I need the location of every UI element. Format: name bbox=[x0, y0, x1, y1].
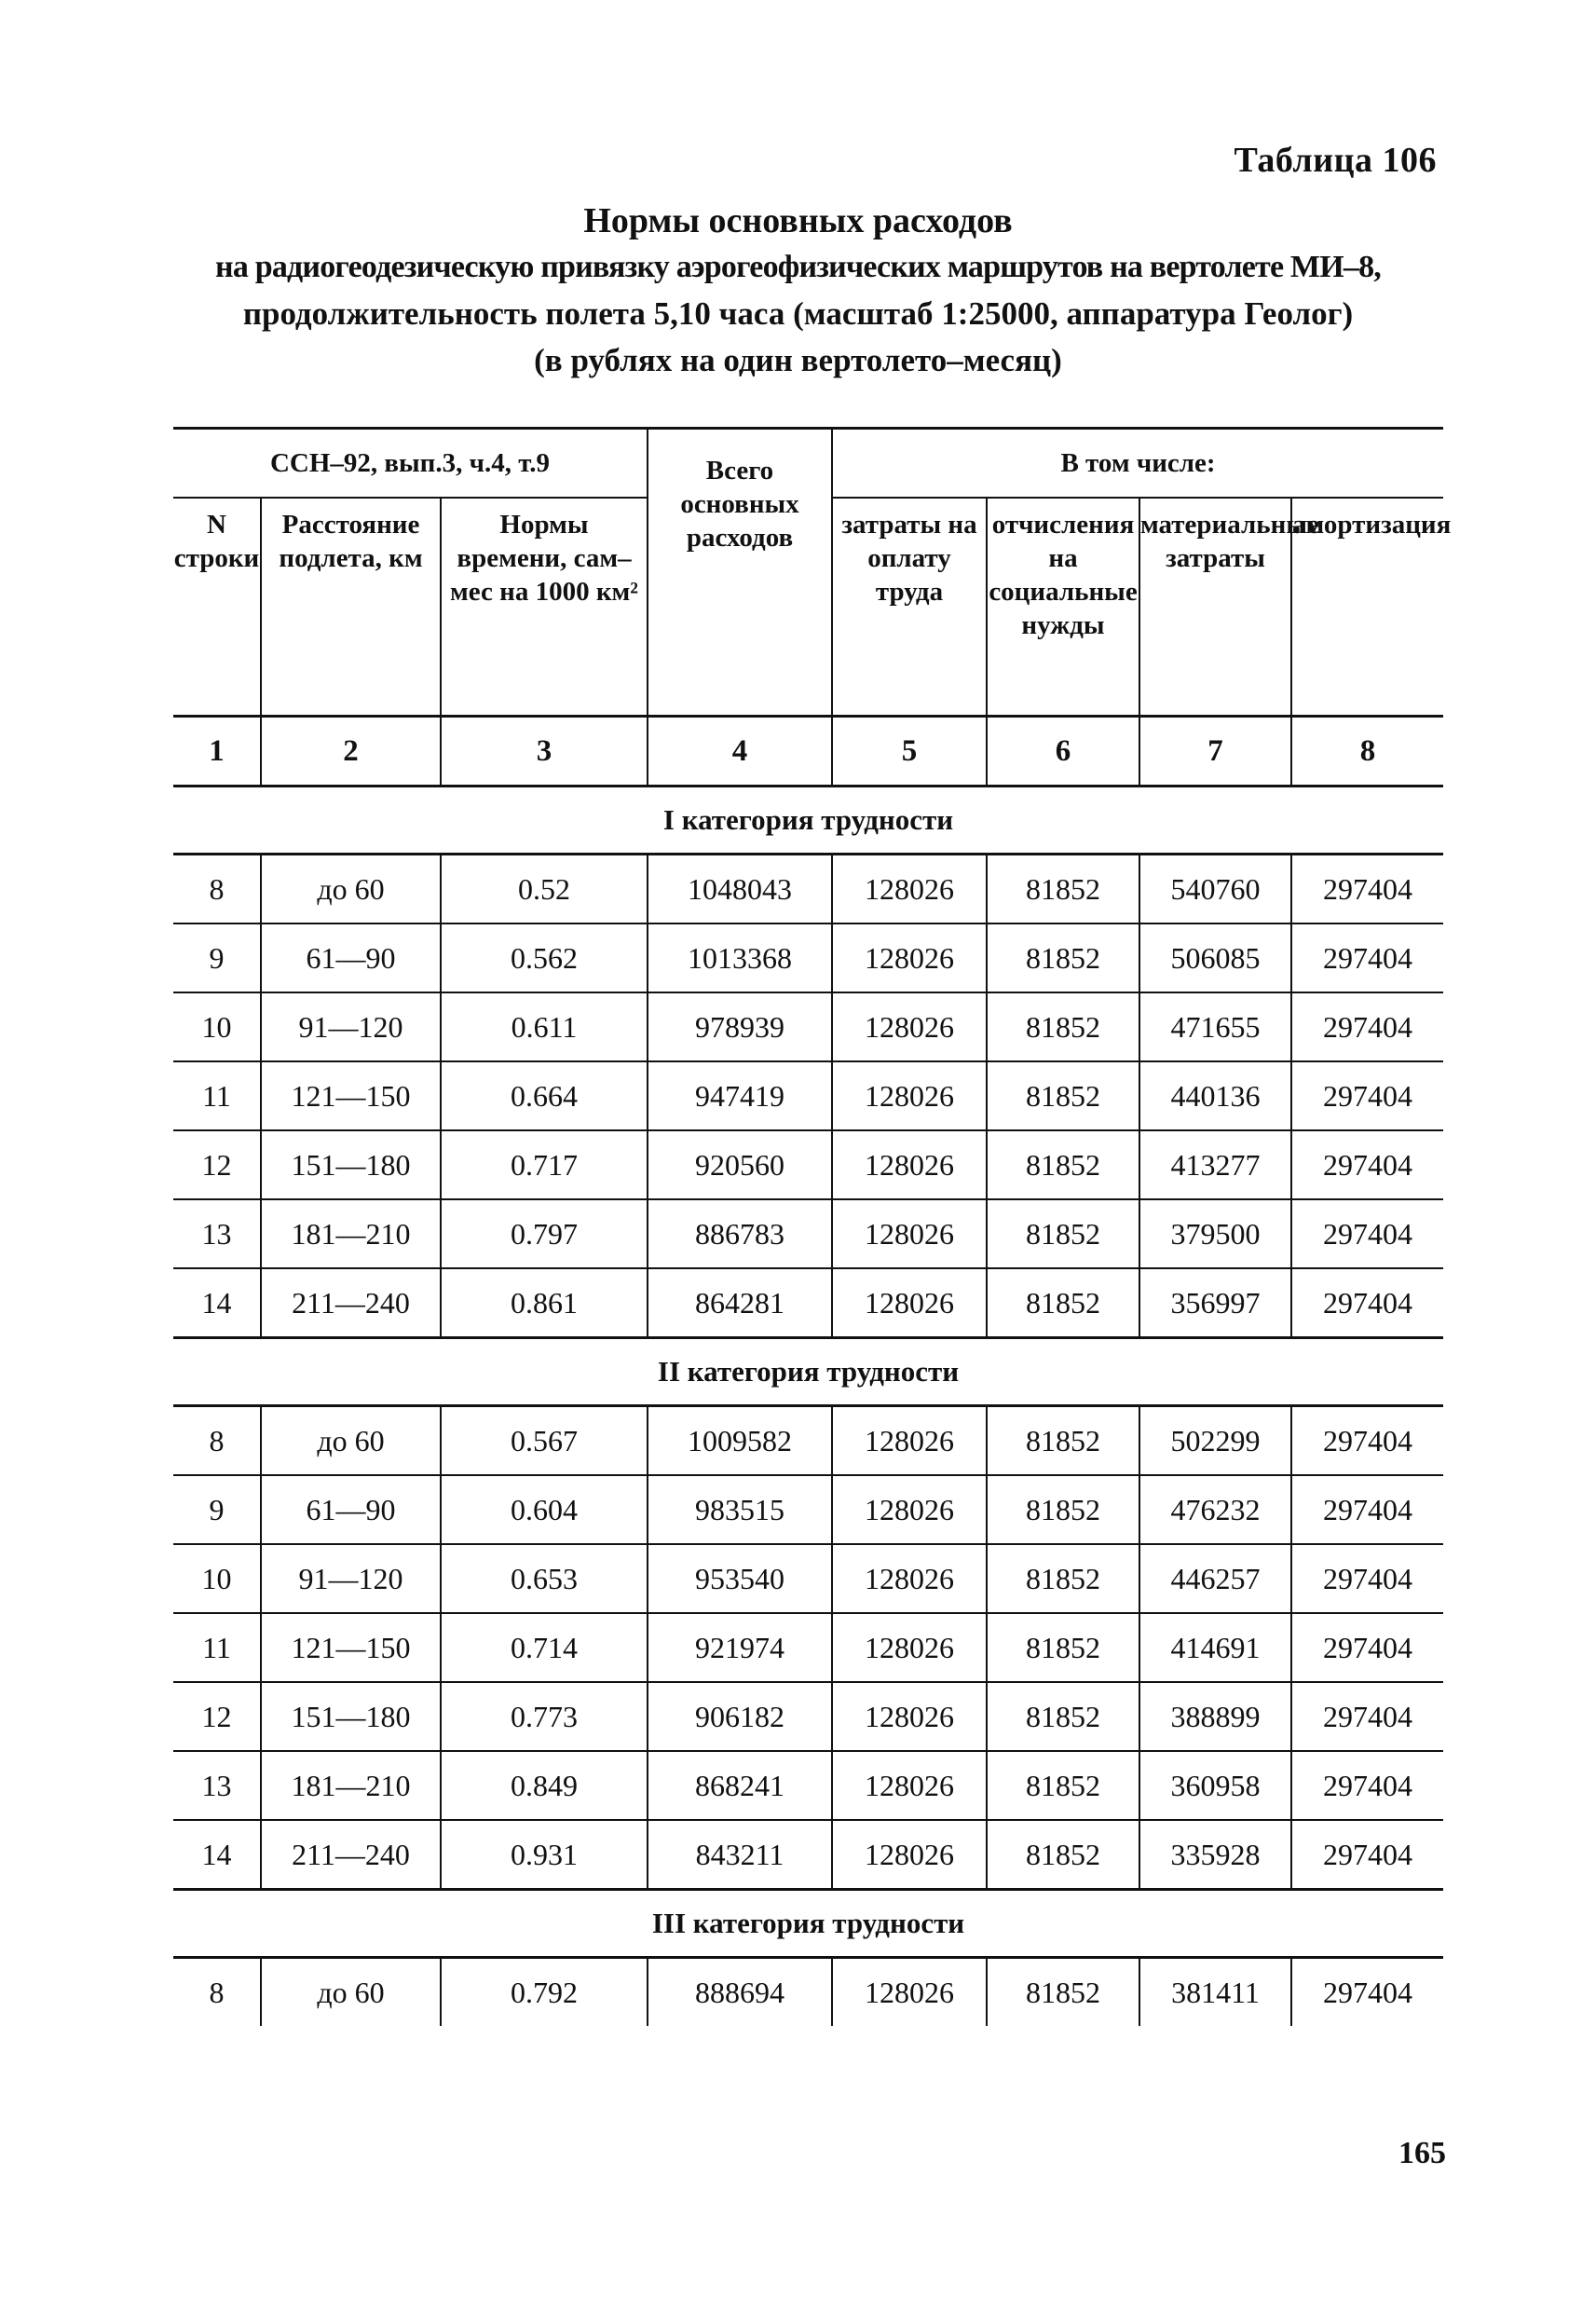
cell-total-costs: 920560 bbox=[648, 1130, 832, 1199]
cell-time-norm: 0.567 bbox=[441, 1406, 648, 1476]
cell-material-costs: 476232 bbox=[1139, 1475, 1291, 1544]
column-index: 5 bbox=[832, 717, 987, 787]
cell-total-costs: 1013368 bbox=[648, 923, 832, 992]
cell-depreciation: 297404 bbox=[1291, 1682, 1443, 1751]
table-row bbox=[173, 855, 1443, 924]
cell-depreciation: 297404 bbox=[1291, 1613, 1443, 1682]
cell-total-costs: 868241 bbox=[648, 1751, 832, 1820]
cell-row-number: 11 bbox=[173, 1613, 261, 1682]
table-row bbox=[173, 992, 1443, 1061]
table-row bbox=[173, 1682, 1443, 1751]
cell-distance: 91—120 bbox=[261, 992, 441, 1061]
table-row bbox=[173, 1406, 1443, 1476]
cell-distance: 181—210 bbox=[261, 1199, 441, 1268]
table-title bbox=[140, 198, 1456, 384]
cell-time-norm: 0.717 bbox=[441, 1130, 648, 1199]
cell-depreciation: 297404 bbox=[1291, 855, 1443, 924]
cell-total-costs: 947419 bbox=[648, 1061, 832, 1130]
cell-labor-costs: 128026 bbox=[832, 1682, 987, 1751]
cell-total-costs: 906182 bbox=[648, 1682, 832, 1751]
cell-labor-costs: 128026 bbox=[832, 1544, 987, 1613]
cell-material-costs: 414691 bbox=[1139, 1613, 1291, 1682]
cell-distance: 91—120 bbox=[261, 1544, 441, 1613]
cell-social-contributions: 81852 bbox=[987, 923, 1139, 992]
cell-row-number: 8 bbox=[173, 1406, 261, 1476]
cell-row-number: 8 bbox=[173, 1958, 261, 2027]
cell-social-contributions: 81852 bbox=[987, 1406, 1139, 1476]
cell-labor-costs: 128026 bbox=[832, 1130, 987, 1199]
cell-total-costs: 983515 bbox=[648, 1475, 832, 1544]
cell-material-costs: 388899 bbox=[1139, 1682, 1291, 1751]
cell-material-costs: 506085 bbox=[1139, 923, 1291, 992]
cell-distance: 61—90 bbox=[261, 923, 441, 992]
header-row-number: N строки bbox=[173, 498, 261, 717]
cell-row-number: 9 bbox=[173, 1475, 261, 1544]
cell-distance: 61—90 bbox=[261, 1475, 441, 1544]
cell-material-costs: 356997 bbox=[1139, 1268, 1291, 1338]
cell-material-costs: 413277 bbox=[1139, 1130, 1291, 1199]
cell-row-number: 13 bbox=[173, 1199, 261, 1268]
cell-material-costs: 446257 bbox=[1139, 1544, 1291, 1613]
cell-social-contributions: 81852 bbox=[987, 1751, 1139, 1820]
cell-depreciation: 297404 bbox=[1291, 923, 1443, 992]
cell-labor-costs: 128026 bbox=[832, 1820, 987, 1890]
cell-distance: до 60 bbox=[261, 1406, 441, 1476]
table-row bbox=[173, 1199, 1443, 1268]
cell-row-number: 14 bbox=[173, 1268, 261, 1338]
table-row bbox=[173, 923, 1443, 992]
cell-time-norm: 0.773 bbox=[441, 1682, 648, 1751]
category-title: II категория трудности bbox=[173, 1338, 1443, 1406]
cell-row-number: 10 bbox=[173, 992, 261, 1061]
cell-total-costs: 921974 bbox=[648, 1613, 832, 1682]
cell-time-norm: 0.562 bbox=[441, 923, 648, 992]
cell-distance: до 60 bbox=[261, 1958, 441, 2027]
header-including: В том числе: bbox=[832, 429, 1443, 499]
cell-total-costs: 886783 bbox=[648, 1199, 832, 1268]
page-number: 165 bbox=[1398, 2136, 1446, 2170]
cell-social-contributions: 81852 bbox=[987, 1199, 1139, 1268]
cell-labor-costs: 128026 bbox=[832, 1268, 987, 1338]
category-header-row bbox=[173, 1338, 1443, 1406]
cell-depreciation: 297404 bbox=[1291, 1406, 1443, 1476]
cell-social-contributions: 81852 bbox=[987, 1130, 1139, 1199]
column-index: 8 bbox=[1291, 717, 1443, 787]
cell-labor-costs: 128026 bbox=[832, 1613, 987, 1682]
cell-distance: до 60 bbox=[261, 855, 441, 924]
cell-social-contributions: 81852 bbox=[987, 992, 1139, 1061]
cell-social-contributions: 81852 bbox=[987, 1475, 1139, 1544]
table-row bbox=[173, 1751, 1443, 1820]
cell-distance: 181—210 bbox=[261, 1751, 441, 1820]
cell-depreciation: 297404 bbox=[1291, 1958, 1443, 2027]
table-row bbox=[173, 1544, 1443, 1613]
cell-social-contributions: 81852 bbox=[987, 1613, 1139, 1682]
cell-depreciation: 297404 bbox=[1291, 1199, 1443, 1268]
header-distance: Расстояние подлета, км bbox=[261, 498, 441, 717]
table-number-label: Таблица 106 bbox=[1234, 141, 1437, 180]
cell-time-norm: 0.849 bbox=[441, 1751, 648, 1820]
cell-total-costs: 888694 bbox=[648, 1958, 832, 2027]
cell-row-number: 13 bbox=[173, 1751, 261, 1820]
cell-distance: 211—240 bbox=[261, 1820, 441, 1890]
cell-material-costs: 360958 bbox=[1139, 1751, 1291, 1820]
norms-table bbox=[173, 427, 1452, 2026]
cell-time-norm: 0.931 bbox=[441, 1820, 648, 1890]
cell-depreciation: 297404 bbox=[1291, 1475, 1443, 1544]
cell-time-norm: 0.861 bbox=[441, 1268, 648, 1338]
table-row bbox=[173, 1061, 1443, 1130]
cell-labor-costs: 128026 bbox=[832, 923, 987, 992]
column-index: 6 bbox=[987, 717, 1139, 787]
table-row bbox=[173, 1130, 1443, 1199]
cell-material-costs: 471655 bbox=[1139, 992, 1291, 1061]
table-row bbox=[173, 1613, 1443, 1682]
header-total-costs: Всего основных расходов bbox=[648, 429, 832, 717]
cell-labor-costs: 128026 bbox=[832, 1199, 987, 1268]
cell-distance: 151—180 bbox=[261, 1682, 441, 1751]
cell-depreciation: 297404 bbox=[1291, 1544, 1443, 1613]
cell-labor-costs: 128026 bbox=[832, 1475, 987, 1544]
cell-labor-costs: 128026 bbox=[832, 1751, 987, 1820]
column-index: 2 bbox=[261, 717, 441, 787]
category-title: III категория трудности bbox=[173, 1890, 1443, 1958]
cell-depreciation: 297404 bbox=[1291, 1130, 1443, 1199]
column-index: 7 bbox=[1139, 717, 1291, 787]
cell-labor-costs: 128026 bbox=[832, 1958, 987, 2027]
cell-social-contributions: 81852 bbox=[987, 1268, 1139, 1338]
cell-time-norm: 0.797 bbox=[441, 1199, 648, 1268]
title-line-3: продолжительность полета 5,10 часа (масштаб 1:25000, аппаратура Геолог) bbox=[242, 295, 1354, 332]
cell-material-costs: 440136 bbox=[1139, 1061, 1291, 1130]
cell-row-number: 9 bbox=[173, 923, 261, 992]
table-row bbox=[173, 1958, 1443, 2027]
cell-total-costs: 1009582 bbox=[648, 1406, 832, 1476]
cell-time-norm: 0.664 bbox=[441, 1061, 648, 1130]
cell-labor-costs: 128026 bbox=[832, 855, 987, 924]
cell-distance: 211—240 bbox=[261, 1268, 441, 1338]
cell-time-norm: 0.792 bbox=[441, 1958, 648, 2027]
cell-time-norm: 0.604 bbox=[441, 1475, 648, 1544]
category-header-row bbox=[173, 787, 1443, 855]
header-row-top bbox=[173, 429, 1443, 499]
cell-labor-costs: 128026 bbox=[832, 1406, 987, 1476]
cell-row-number: 12 bbox=[173, 1130, 261, 1199]
cell-row-number: 11 bbox=[173, 1061, 261, 1130]
cell-distance: 121—150 bbox=[261, 1061, 441, 1130]
cell-row-number: 8 bbox=[173, 855, 261, 924]
cell-depreciation: 297404 bbox=[1291, 1061, 1443, 1130]
table-row bbox=[173, 1820, 1443, 1890]
header-time-norms: Нормы времени, сам–мес на 1000 км² bbox=[441, 498, 648, 717]
table-body bbox=[173, 429, 1452, 2027]
header-ssn: ССН–92, вып.3, ч.4, т.9 bbox=[173, 429, 648, 499]
cell-social-contributions: 81852 bbox=[987, 855, 1139, 924]
cell-time-norm: 0.653 bbox=[441, 1544, 648, 1613]
cell-time-norm: 0.611 bbox=[441, 992, 648, 1061]
title-line-1: Нормы основных расходов bbox=[583, 201, 1013, 240]
cell-social-contributions: 81852 bbox=[987, 1061, 1139, 1130]
cell-total-costs: 953540 bbox=[648, 1544, 832, 1613]
header-social-contributions: отчисления на социальные нужды bbox=[987, 498, 1139, 717]
cell-material-costs: 335928 bbox=[1139, 1820, 1291, 1890]
cell-depreciation: 297404 bbox=[1291, 1751, 1443, 1820]
header-material-costs: материальные затраты bbox=[1139, 498, 1291, 717]
column-index-row bbox=[173, 717, 1443, 787]
cell-social-contributions: 81852 bbox=[987, 1820, 1139, 1890]
column-index: 1 bbox=[173, 717, 261, 787]
cell-time-norm: 0.52 bbox=[441, 855, 648, 924]
cell-time-norm: 0.714 bbox=[441, 1613, 648, 1682]
header-depreciation: амортизация bbox=[1291, 498, 1443, 717]
cell-social-contributions: 81852 bbox=[987, 1544, 1139, 1613]
cell-labor-costs: 128026 bbox=[832, 1061, 987, 1130]
table-row bbox=[173, 1475, 1443, 1544]
cell-depreciation: 297404 bbox=[1291, 1820, 1443, 1890]
cell-material-costs: 379500 bbox=[1139, 1199, 1291, 1268]
cell-distance: 121—150 bbox=[261, 1613, 441, 1682]
cell-material-costs: 381411 bbox=[1139, 1958, 1291, 2027]
cell-material-costs: 502299 bbox=[1139, 1406, 1291, 1476]
table-row bbox=[173, 1268, 1443, 1338]
column-index: 3 bbox=[441, 717, 648, 787]
cell-labor-costs: 128026 bbox=[832, 992, 987, 1061]
cell-total-costs: 1048043 bbox=[648, 855, 832, 924]
cell-depreciation: 297404 bbox=[1291, 1268, 1443, 1338]
cell-material-costs: 540760 bbox=[1139, 855, 1291, 924]
cell-depreciation: 297404 bbox=[1291, 992, 1443, 1061]
cell-total-costs: 978939 bbox=[648, 992, 832, 1061]
header-labor-costs: затраты на оплату труда bbox=[832, 498, 987, 717]
cell-social-contributions: 81852 bbox=[987, 1682, 1139, 1751]
cell-row-number: 12 bbox=[173, 1682, 261, 1751]
cell-row-number: 10 bbox=[173, 1544, 261, 1613]
title-line-2: на радиогеодезическую привязку аэрогеофизических маршрутов на вертолете МИ–8, bbox=[215, 250, 1381, 284]
column-index: 4 bbox=[648, 717, 832, 787]
cell-total-costs: 864281 bbox=[648, 1268, 832, 1338]
cell-total-costs: 843211 bbox=[648, 1820, 832, 1890]
cell-row-number: 14 bbox=[173, 1820, 261, 1890]
cell-social-contributions: 81852 bbox=[987, 1958, 1139, 2027]
cell-distance: 151—180 bbox=[261, 1130, 441, 1199]
category-title: I категория трудности bbox=[173, 787, 1443, 855]
category-header-row bbox=[173, 1890, 1443, 1958]
title-line-4: (в рублях на один вертолето–месяц) bbox=[534, 342, 1062, 378]
